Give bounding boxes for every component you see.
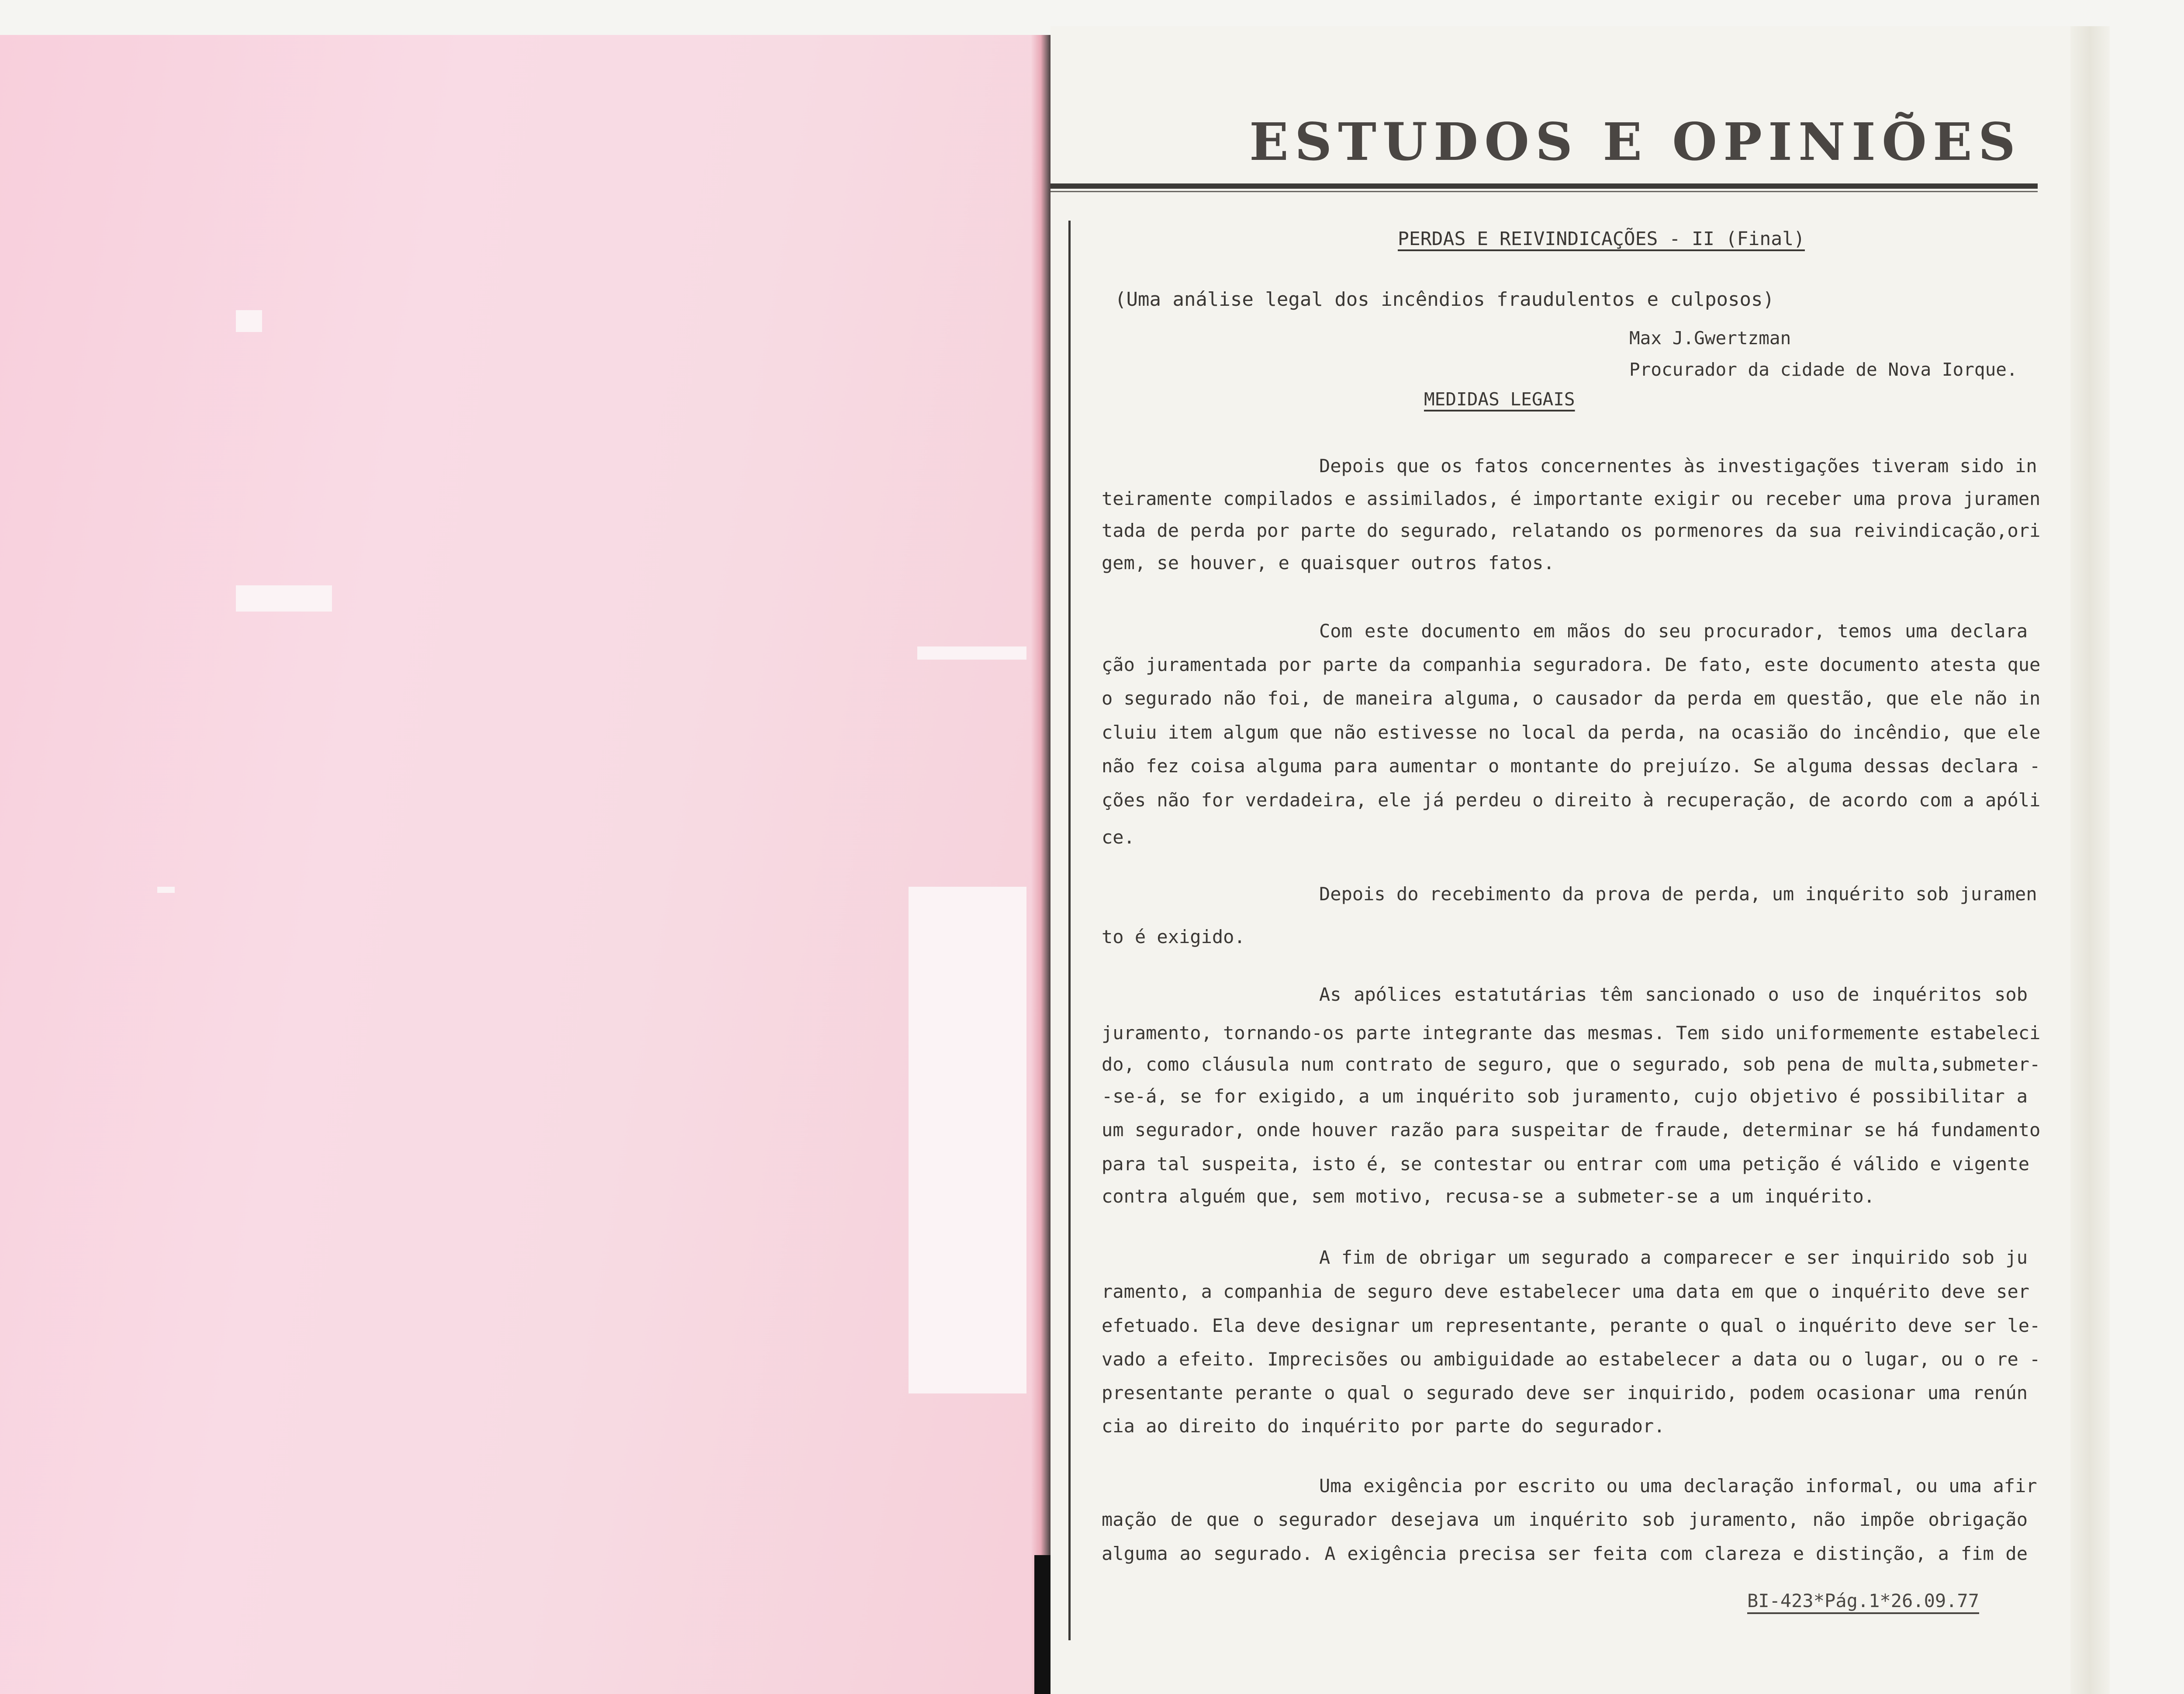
- paragraph-line: cluiu item algum que não estivesse no local da perda, na ocasião do incêndio, que ele: [1102, 722, 2041, 743]
- author-role: Procurador da cidade de Nova Iorque.: [1629, 359, 2018, 380]
- paragraph-line: to é exigido.: [1102, 926, 1245, 947]
- page-reference: BI-423*Pág.1*26.09.77: [1747, 1590, 1980, 1611]
- paper-patch: [236, 310, 262, 332]
- paragraph-line: Depois que os fatos concernentes às investigações tiveram sido in: [1319, 455, 2037, 477]
- paragraph-line: Uma exigência por escrito ou uma declaração informal, ou uma afir: [1319, 1475, 2037, 1497]
- book-spine: [1031, 35, 1053, 1694]
- page-edge: [2070, 26, 2110, 1694]
- paragraph-line: teiramente compilados e assimilados, é importante exigir ou receber uma prova juramen: [1102, 488, 2041, 509]
- paragraph-line: não fez coisa alguma para aumentar o montante do prejuízo. Se alguma dessas declara -: [1102, 755, 2041, 777]
- subheading: MEDIDAS LEGAIS: [1424, 389, 1575, 410]
- paragraph-line: alguma ao segurado. A exigência precisa ser feita com clareza e distinção, a fim de: [1102, 1543, 2028, 1564]
- paper-patch: [157, 887, 175, 893]
- margin-rule: [1068, 221, 1071, 1640]
- paper-patch: [909, 887, 1026, 1393]
- header-rule: [1051, 183, 2038, 189]
- paper-patch: [236, 585, 332, 612]
- paper-patch: [917, 646, 1026, 660]
- book-spine-shadow: [1034, 1555, 1052, 1694]
- paragraph-line: ção juramentada por parte da companhia seguradora. De fato, este documento atesta que: [1102, 654, 2041, 675]
- author-name: Max J.Gwertzman: [1629, 328, 1791, 349]
- paragraph-line: efetuado. Ela deve designar um representante, perante o qual o inquérito deve ser le-: [1102, 1315, 2041, 1336]
- paragraph-line: contra alguém que, sem motivo, recusa-se a submeter-se a um inquérito.: [1102, 1186, 1875, 1207]
- section-title-text: PERDAS E REIVINDICAÇÕES - II (Final): [1398, 228, 1805, 250]
- section-title: [1398, 228, 1805, 250]
- paragraph-line: para tal suspeita, isto é, se contestar ou entrar com uma petição é válido e vigente: [1102, 1153, 2030, 1175]
- header-rule-thin: [1051, 191, 2038, 192]
- page-header-title: ESTUDOS E OPINIÕES: [1249, 111, 2022, 172]
- paragraph-line: tada de perda por parte do segurado, relatando os pormenores da sua reivindicação,ori: [1102, 520, 2041, 541]
- paragraph-line: do, como cláusula num contrato de seguro, que o segurado, sob pena de multa,submeter-: [1102, 1054, 2041, 1075]
- paragraph-line: um segurador, onde houver razão para suspeitar de fraude, determinar se há fundamento: [1102, 1119, 2041, 1141]
- paragraph-line: mação de que o segurador desejava um inquérito sob juramento, não impõe obrigação: [1102, 1509, 2028, 1530]
- paragraph-line: ções não for verdadeira, ele já perdeu o direito à recuperação, de acordo com a apóli: [1102, 789, 2041, 811]
- paragraph-line: Com este documento em mãos do seu procurador, temos uma declara: [1319, 620, 2028, 642]
- paragraph-line: gem, se houver, e quaisquer outros fatos.: [1102, 552, 1555, 574]
- paragraph-line: As apólices estatutárias têm sancionado o uso de inquéritos sob: [1319, 984, 2028, 1005]
- left-blank-page: [0, 35, 1046, 1694]
- paragraph-line: juramento, tornando-os parte integrante das mesmas. Tem sido uniformemente estabeleci: [1102, 1022, 2041, 1044]
- paragraph-line: Depois do recebimento da prova de perda, um inquérito sob juramen: [1319, 883, 2037, 905]
- paragraph-line: ce.: [1102, 826, 1135, 848]
- paragraph-line: o segurado não foi, de maneira alguma, o causador da perda em questão, que ele não in: [1102, 688, 2041, 709]
- paragraph-line: vado a efeito. Imprecisões ou ambiguidade ao estabelecer a data ou o lugar, ou o re -: [1102, 1348, 2041, 1370]
- paragraph-line: -se-á, se for exigido, a um inquérito sob juramento, cujo objetivo é possibilitar a: [1102, 1086, 2028, 1107]
- paragraph-line: ramento, a companhia de seguro deve estabelecer uma data em que o inquérito deve ser: [1102, 1281, 2030, 1302]
- paragraph-line: presentante perante o qual o segurado deve ser inquirido, podem ocasionar uma renún: [1102, 1382, 2028, 1404]
- article-subtitle: (Uma análise legal dos incêndios fraudulentos e culposos): [1115, 288, 1774, 311]
- right-document-page: [1051, 26, 2103, 1694]
- paragraph-line: A fim de obrigar um segurado a comparecer e ser inquirido sob ju: [1319, 1247, 2028, 1268]
- paragraph-line: cia ao direito do inquérito por parte do segurador.: [1102, 1415, 1665, 1437]
